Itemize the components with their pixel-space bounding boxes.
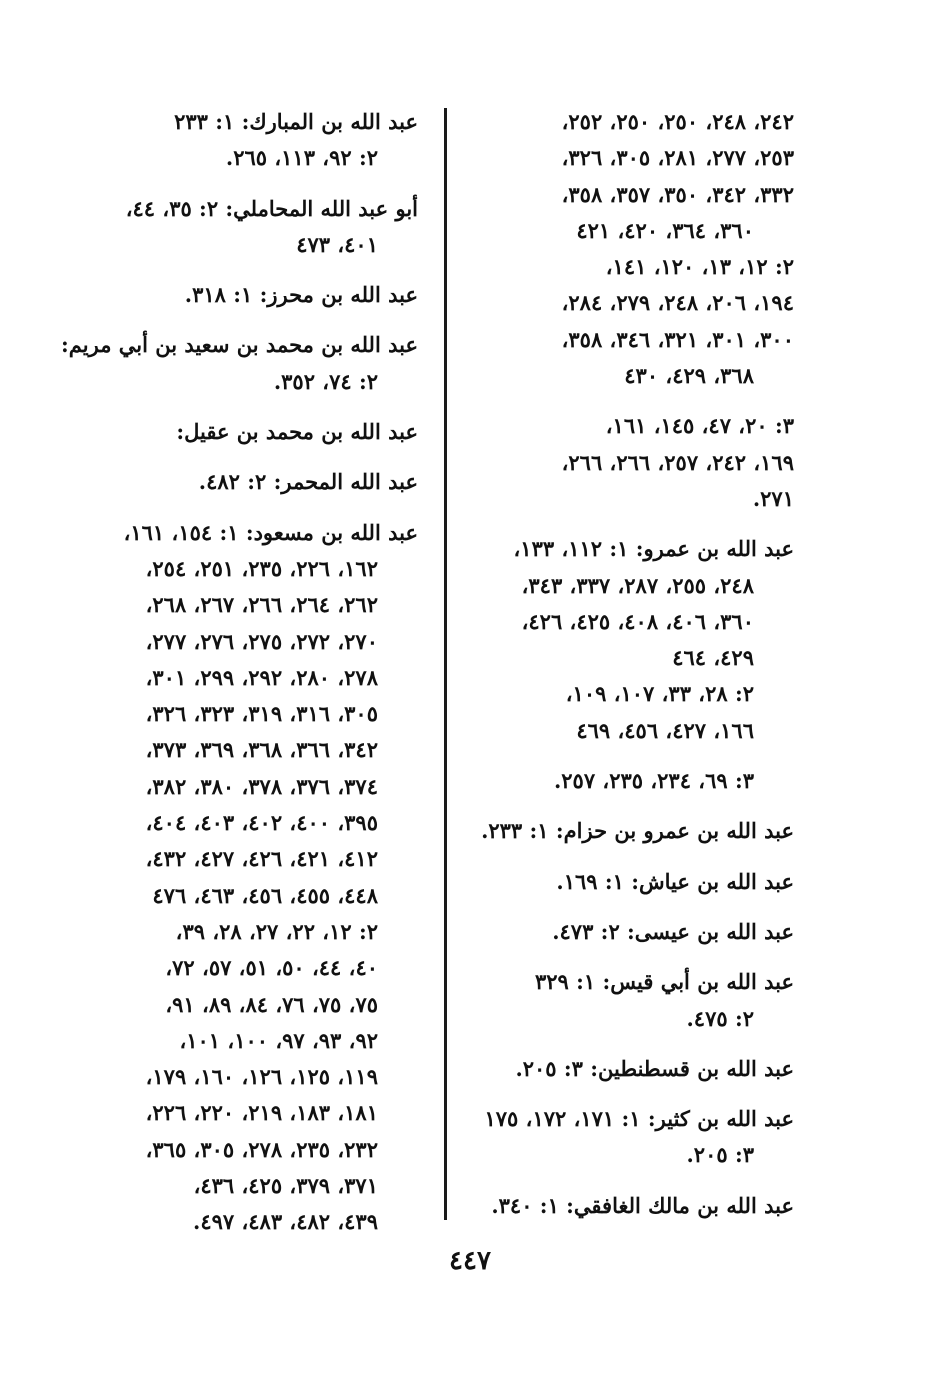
index-entry-line: عبد الله بن عياش: ١: ١٦٩. <box>556 868 794 894</box>
index-entry-line: ٢٧١. <box>752 485 794 511</box>
index-entry <box>468 408 794 517</box>
index-entry-continuation: ٢٦٢، ٢٦٤، ٢٦٦، ٢٦٧، ٢٦٨، <box>145 592 378 618</box>
index-entry-continuation: ٣٦٠، ٤٠٦، ٤٠٨، ٤٢٥، ٤٢٦، <box>521 608 754 634</box>
index-entry-continuation: ٤٤٨، ٤٥٥، ٤٥٦، ٤٦٣، ٤٧٦ <box>152 882 378 908</box>
index-entry-continuation: ٤١٢، ٤٢١، ٤٢٦، ٤٢٧، ٤٣٢، <box>145 846 378 872</box>
index-entry <box>468 914 794 950</box>
index-entry-continuation: ٢: ٤٧٥. <box>686 1005 754 1031</box>
index-entry-continuation: ٢: ١٢، ٢٢، ٢٧، ٢٨، ٣٩، <box>175 918 378 944</box>
index-entry-line: عبد الله بن المبارك: ١: ٢٣٣ <box>174 109 418 134</box>
index-entry-line: عبد الله بن محمد بن سعيد بن أبي مريم: <box>61 332 418 358</box>
index-entry-continuation: ٣٧٤، ٣٧٦، ٣٧٨، ٣٨٠، ٣٨٢، <box>145 773 378 799</box>
index-entry-line: عبد الله بن محمد بن عقيل: <box>176 419 418 445</box>
index-entry <box>468 864 794 900</box>
index-entry-continuation: ٧٥، ٧٥، ٧٦، ٨٤، ٨٩، ٩١، <box>165 991 378 1017</box>
index-entry-continuation: ٢٤٨، ٢٥٥، ٢٨٧، ٣٣٧، ٣٤٣، <box>521 572 754 598</box>
index-entry-line: عبد الله المحمر: ٢: ٤٨٢. <box>198 469 418 495</box>
index-entry <box>96 277 418 313</box>
index-entry-continuation: ٢: ٢٨، ٣٣، ١٠٧، ١٠٩، <box>565 681 754 707</box>
index-entry-continuation: ٣٤٢، ٣٦٦، ٣٦٨، ٣٦٩، ٣٧٣، <box>145 737 378 763</box>
index-entry-line: ٣٠٠، ٣٠١، ٣٢١، ٣٤٦، ٣٥٨، <box>561 326 794 352</box>
index-entry <box>96 464 418 500</box>
index-entry-line: عبد الله بن محرز: ١: ٣١٨. <box>184 282 418 308</box>
column-divider <box>444 108 447 1220</box>
index-entry-continuation: ٣٦٠، ٣٦٤، ٤٢٠، ٤٢١ <box>576 217 754 243</box>
index-entry-continuation: ١١٩، ١٢٥، ١٢٦، ١٦٠، ١٧٩، <box>145 1064 378 1090</box>
index-entry-line: عبد الله بن مالك الغافقي: ١: ٣٤٠. <box>491 1192 794 1218</box>
index-entry-continuation: ٤٠١، ٤٧٣ <box>296 231 378 257</box>
index-entry <box>468 1101 794 1174</box>
index-entry-line: عبد الله بن عمرو: ١: ١١٢، ١٣٣، <box>513 536 794 562</box>
index-entry-line: ٢٥٣، ٢٧٧، ٢٨١، ٣٠٥، ٣٢٦، <box>561 145 794 171</box>
index-entry-line: ١٦٩، ٢٤٢، ٢٥٧، ٢٦٦، ٢٦٦، <box>561 449 794 475</box>
index-entry <box>96 104 418 177</box>
index-entry-continuation: ٤٠، ٤٤، ٥٠، ٥١، ٥٧، ٧٢، <box>165 955 378 981</box>
index-entry-line: ١٩٤، ٢٠٦، ٢٤٨، ٢٧٩، ٢٨٤، <box>561 290 794 316</box>
index-entry-line: عبد الله بن عيسى: ٢: ٤٧٣. <box>552 918 794 944</box>
index-entry-continuation: ٢٣٢، ٢٣٥، ٢٧٨، ٣٠٥، ٣٦٥، <box>145 1136 378 1162</box>
index-entry-line: عبد الله بن كثير: ١: ١٧١، ١٧٢، ١٧٥ <box>484 1106 794 1132</box>
index-entry-continuation: ٤٢٩، ٤٦٤ <box>672 645 754 671</box>
index-entry-line: ٢: ١٢، ١٣، ١٢٠، ١٤١، <box>605 254 794 280</box>
index-entry-continuation: ٩٢، ٩٣، ٩٧، ١٠٠، ١٠١، <box>179 1027 378 1053</box>
index-entry-line: ٣: ٢٠، ٤٧، ١٤٥، ١٦١، <box>605 413 794 439</box>
index-entry-continuation: ١٦٢، ٢٢٦، ٢٣٥، ٢٥١، ٢٥٤، <box>145 555 378 581</box>
index-entry-continuation: ٣٧١، ٣٧٩، ٤٢٥، ٤٣٦، <box>193 1173 378 1199</box>
index-entry-line: ٢٤٢، ٢٤٨، ٢٥٠، ٢٥٠، ٢٥٢، <box>561 109 794 134</box>
index-entry-continuation: ١٨١، ١٨٣، ٢١٩، ٢٢٠، ٢٢٦، <box>145 1100 378 1126</box>
page-number: ٤٤٧ <box>449 1246 491 1276</box>
index-column-right <box>468 104 794 1238</box>
index-entry-continuation: ٣٦٨، ٤٢٩، ٤٣٠ <box>624 363 754 389</box>
index-entry-line: عبد الله بن عمرو بن حزام: ١: ٢٣٣. <box>481 818 794 844</box>
index-entry-continuation: ٢٧٠، ٢٧٢، ٢٧٥، ٢٧٦، ٢٧٧، <box>145 628 378 654</box>
index-entry-continuation: ٣: ٦٩، ٢٣٤، ٢٣٥، ٢٥٧. <box>553 768 754 794</box>
index-entry-continuation: ٢: ٩٢، ١١٣، ٢٦٥. <box>225 145 378 171</box>
index-entry-continuation: ٣: ٢٠٥. <box>686 1142 754 1168</box>
index-entry <box>96 191 418 264</box>
index-entry-continuation: ٢: ٧٤، ٣٥٢. <box>273 368 378 394</box>
index-column-left <box>61 104 418 1255</box>
index-entry <box>468 813 794 849</box>
index-entry <box>468 1188 794 1224</box>
index-entry <box>468 964 794 1037</box>
index-entry <box>468 531 794 749</box>
index-entry <box>96 414 418 450</box>
index-entry-line: عبد الله بن مسعود: ١: ١٥٤، ١٦١، <box>123 519 418 545</box>
index-entry-line: ٣٣٢، ٣٤٢، ٣٥٠، ٣٥٧، ٣٥٨، <box>561 181 794 207</box>
index-entry-continuation: ٣٠٥، ٣١٦، ٣١٩، ٣٢٣، ٣٢٦، <box>145 701 378 727</box>
index-entry-continuation: ٣٩٥، ٤٠٠، ٤٠٢، ٤٠٣، ٤٠٤، <box>145 810 378 836</box>
index-entry-continuation: ١٦٦، ٤٢٧، ٤٥٦، ٤٦٩ <box>576 717 754 743</box>
index-entry-line: عبد الله بن قسطنطين: ٣: ٢٠٥. <box>515 1055 794 1081</box>
index-entry <box>468 1051 794 1087</box>
index-entry-line: عبد الله بن أبي قيس: ١: ٣٢٩ <box>534 969 794 995</box>
index-entry <box>61 327 418 400</box>
index-entry <box>96 515 418 1241</box>
index-entry-continuation: ٢٧٨، ٢٨٠، ٢٩٢، ٢٩٩، ٣٠١، <box>145 664 378 690</box>
index-entry-line: أبو عبد الله المحاملي: ٢: ٣٥، ٤٤، <box>125 195 418 221</box>
index-entry-continuation: ٤٣٩، ٤٨٢، ٤٨٣، ٤٩٧. <box>193 1209 378 1235</box>
index-entry <box>468 104 794 394</box>
index-entry <box>468 763 794 799</box>
